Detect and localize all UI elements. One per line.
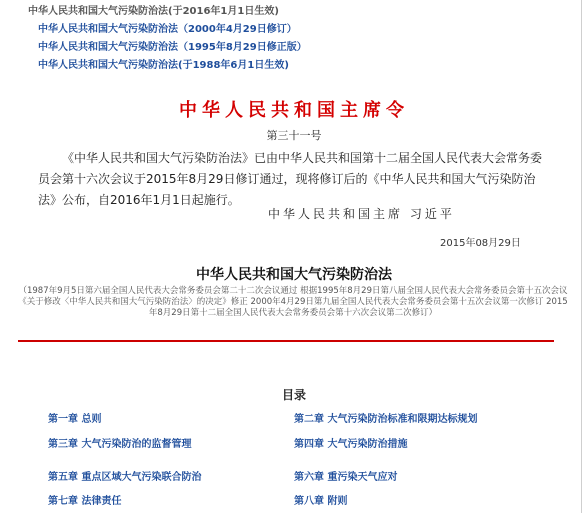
toc-title: 目录: [281, 388, 306, 402]
decree-title: 中华人民共和国主席令: [179, 100, 409, 121]
version-link-2000[interactable]: 中华人民共和国大气污染防治法（2000年4月29日修订）: [38, 24, 297, 35]
version-link-1995[interactable]: 中华人民共和国大气污染防治法（1995年8月29日修正版）: [38, 42, 307, 53]
law-history: （1987年9月5日第六届全国人民代表大会常务委员会第二十二次会议通过 根据1995年8月29日第八届全国人民代表大会常务委员会第十五次会议《关于修改〈中华人民共和国大气污染防治法〉的决定》修正 2000年4月29日第九届全国人民代表大会常务委员会第十五次会议第一次修订 2015年8月29日第十二届全国人民代表大会常务委员会第十六次会议第二次修订）: [18, 286, 568, 318]
toc-chapter-4[interactable]: 第四章 大气污染防治措施: [294, 439, 408, 450]
toc-chapter-7[interactable]: 第七章 法律责任: [48, 496, 122, 507]
toc-chapter-1[interactable]: 第一章 总则: [48, 414, 102, 425]
decree-body: 《中华人民共和国大气污染防治法》已由中华人民共和国第十二届全国人民代表大会常务委员会第十六次会议于2015年8月29日修订通过，现将修订后的《中华人民共和国大气污染防治法》公布，自2016年1月1日起施行。: [38, 151, 543, 207]
current-version-label: 中华人民共和国大气污染防治法(于2016年1月1日生效): [28, 6, 279, 17]
decree-date: 2015年08月29日: [440, 238, 521, 249]
toc-chapter-8[interactable]: 第八章 附则: [294, 496, 348, 507]
table-of-contents: [48, 406, 548, 514]
decree-number: 第三十一号: [266, 129, 322, 142]
red-divider: [18, 340, 554, 342]
toc-chapter-3[interactable]: 第三章 大气污染防治的监督管理: [48, 439, 192, 450]
law-title: 中华人民共和国大气污染防治法: [196, 267, 392, 283]
version-link-1988[interactable]: 中华人民共和国大气污染防治法(于1988年6月1日生效): [38, 60, 289, 71]
toc-chapter-5[interactable]: 第五章 重点区域大气污染联合防治: [48, 472, 202, 483]
version-list: [28, 3, 307, 75]
toc-chapter-6[interactable]: 第六章 重污染天气应对: [294, 472, 398, 483]
toc-chapter-2[interactable]: 第二章 大气污染防治标准和限期达标规划: [294, 414, 478, 425]
page-edge-divider: [581, 0, 582, 513]
decree-signer: 中华人民共和国主席 习近平: [268, 207, 455, 221]
